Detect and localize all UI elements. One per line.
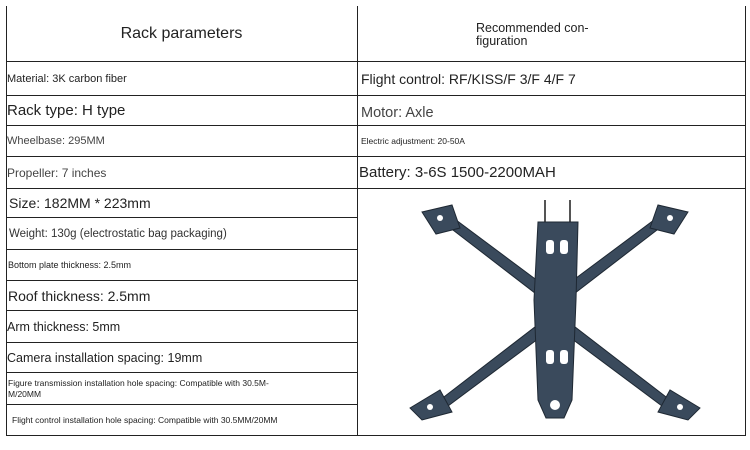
header-recommended-configuration (476, 18, 589, 52)
row-divider (6, 372, 358, 373)
spec-material: Material: 3K carbon fiber (7, 72, 127, 85)
header-rack-parameters: Rack parameters (120, 24, 243, 42)
spec-figure-transmission-spacing (8, 376, 269, 402)
config-electric-adjustment: Electric adjustment: 20-50A (361, 136, 465, 146)
drone-frame-image (400, 200, 710, 425)
config-battery: Battery: 3-6S 1500-2200MAH (359, 164, 556, 181)
arm-bottom-right (560, 320, 670, 406)
spec-line: M/20MM (8, 389, 42, 399)
spec-wheelbase: Wheelbase: 295MM (7, 135, 105, 147)
spec-flight-control-spacing: Flight control installation hole spacing: Compatible with 30.5MM/20MM (12, 415, 278, 425)
spec-rack-type: Rack type: H type (7, 102, 126, 119)
arm-bottom-left (440, 320, 550, 406)
spec-arm-thickness: Arm thickness: 5mm (7, 319, 121, 334)
header-line: Recommended con- (476, 21, 589, 35)
spec-camera-spacing: Camera installation spacing: 19mm (7, 350, 203, 365)
spec-roof-thickness: Roof thickness: 2.5mm (8, 287, 151, 304)
spec-line: Figure transmission installation hole spacing: Compatible with 30.5M- (8, 378, 269, 388)
center-body (534, 222, 578, 418)
spec-size: Size: 182MM * 223mm (9, 195, 151, 211)
border-right (745, 6, 746, 436)
header-line: figuration (476, 34, 528, 48)
config-flight-control: Flight control: RF/KISS/F 3/F 4/F 7 (361, 70, 576, 87)
spec-bottom-plate-thickness: Bottom plate thickness: 2.5mm (8, 260, 132, 270)
row-divider (6, 435, 746, 436)
config-motor: Motor: Axle (361, 104, 434, 121)
spec-propeller: Propeller: 7 inches (7, 165, 107, 180)
spec-weight: Weight: 130g (electrostatic bag packaging) (9, 227, 227, 240)
